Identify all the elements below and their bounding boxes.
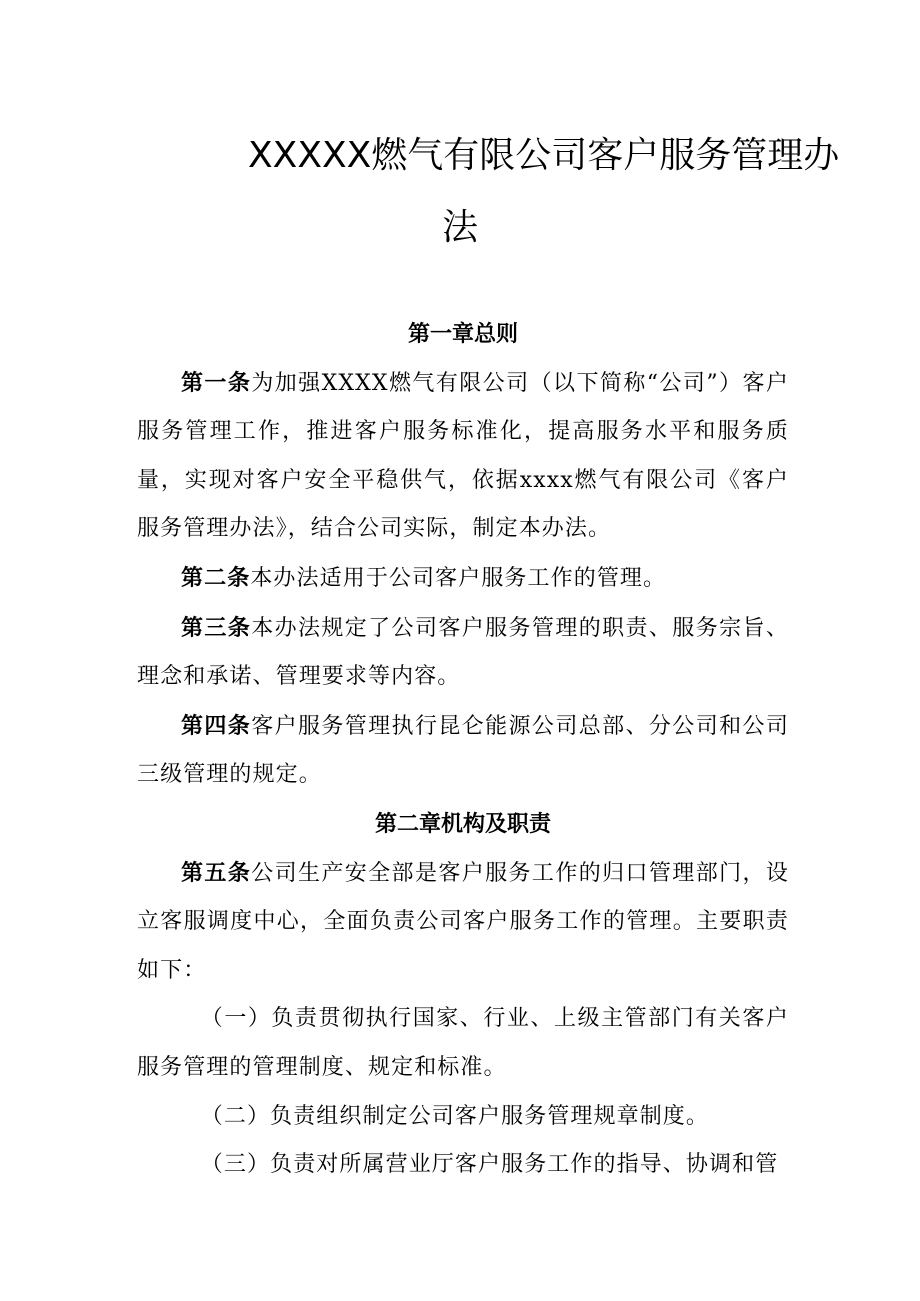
article-text: 为加强XXXX燃气有限公司（以下简称“公司”）客户服务管理工作，推进客户服务标准化，提高服务水平和服务质量，实现对客户安全平稳供气，依据xxxx燃气有限公司《客户服务管理办法》，结合公司实际，制定本办法。 bbox=[137, 370, 789, 542]
article-2 bbox=[137, 554, 789, 604]
chapter-heading-1: 第一章总则 bbox=[407, 321, 518, 347]
article-1 bbox=[137, 359, 789, 554]
list-item-2: （二）负责组织制定公司客户服务管理规章制度。 bbox=[200, 1103, 709, 1129]
article-text: 本办法规定了公司客户服务管理的职责、服务宗旨、理念和承诺、管理要求等内容。 bbox=[137, 615, 789, 690]
article-text: 公司生产安全部是客户服务工作的归口管理部门，设立客服调度中心，全面负责公司客户服务工作的管理。主要职责如下： bbox=[137, 860, 789, 983]
article-lead: 第二条 bbox=[181, 564, 251, 591]
document-title-line-2: 法 bbox=[441, 207, 478, 248]
article-4 bbox=[137, 702, 789, 800]
article-lead: 第四条 bbox=[181, 712, 252, 739]
article-text: 本办法适用于公司客户服务工作的管理。 bbox=[250, 565, 667, 591]
article-lead: 第三条 bbox=[181, 614, 252, 641]
article-5 bbox=[137, 849, 789, 996]
document-body bbox=[137, 310, 789, 1190]
article-3 bbox=[137, 604, 789, 702]
article-text: 客户服务管理执行昆仑能源公司总部、分公司和公司三级管理的规定。 bbox=[137, 713, 789, 788]
article-lead: 第一条 bbox=[181, 369, 252, 396]
list-item-3: （三）负责对所属营业厅客户服务工作的指导、协调和管 bbox=[200, 1152, 779, 1178]
chapter-heading-2: 第二章机构及职责 bbox=[374, 810, 551, 837]
article-lead: 第五条 bbox=[181, 859, 252, 886]
document-title-line-1: XXXXX燃气有限公司客户服务管理办 bbox=[248, 135, 840, 176]
list-item-1: （一）负责贯彻执行国家、行业、上级主管部门有关客户服务管理的管理制度、规定和标准。 bbox=[137, 1006, 789, 1080]
